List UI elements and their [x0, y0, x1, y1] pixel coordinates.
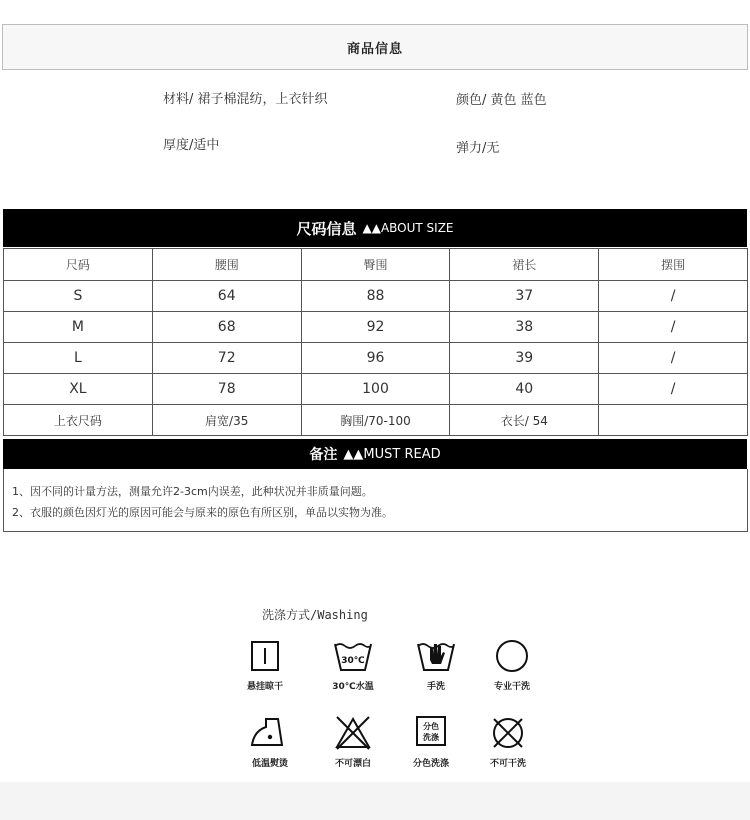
note-line: 2、衣服的颜色因灯光的原因可能会与原来的原色有所区别，单品以实物为准。 [12, 506, 393, 519]
hang-dry-icon [245, 636, 285, 676]
notes-title: 备注 [309, 447, 338, 463]
separate-text-2: 洗涤 [423, 733, 439, 742]
dry-clean-icon [492, 636, 532, 676]
care-label: 专业干洗 [493, 682, 530, 692]
header-cell: 尺码 [4, 249, 153, 281]
shoulder-cell: 肩宽/35 [152, 405, 301, 436]
header-cell: 裙长 [450, 249, 599, 281]
care-item [480, 636, 544, 692]
color-text: 颜色/ 黄色 蓝色 [456, 93, 547, 108]
notes-box [3, 469, 748, 532]
hem-cell: / [599, 281, 748, 312]
chest-cell: 胸围/70-100 [301, 405, 450, 436]
care-label: 30℃水温 [332, 682, 374, 692]
thickness-text: 厚度/适中 [163, 138, 220, 153]
waist-cell: 72 [152, 343, 301, 374]
empty-cell [599, 405, 748, 436]
size-cell: L [4, 343, 153, 374]
size-table-header-row [4, 249, 748, 281]
size-table [3, 248, 748, 436]
header-cell: 臀围 [301, 249, 450, 281]
notes-subtitle: ▲▲MUST READ [343, 446, 441, 462]
hem-cell: / [599, 312, 748, 343]
top-size-row [4, 405, 748, 436]
iron-low-icon [248, 713, 292, 753]
care-label: 分色洗涤 [412, 759, 449, 769]
no-dry-clean-icon [486, 713, 530, 753]
length-cell: 39 [450, 343, 599, 374]
note-line: 1、因不同的计量方法，测量允许2-3cm内误差，此种状况并非质量问题。 [12, 485, 373, 498]
elasticity-text: 弹力/无 [456, 141, 500, 156]
waist-cell: 78 [152, 374, 301, 405]
hem-cell: / [599, 343, 748, 374]
care-label: 低温熨烫 [251, 759, 288, 769]
top-size-label: 上衣尺码 [4, 405, 153, 436]
product-info-title: 商品信息 [346, 41, 403, 57]
hip-cell: 96 [301, 343, 450, 374]
size-cell: S [4, 281, 153, 312]
product-info-header [2, 24, 748, 70]
hip-cell: 88 [301, 281, 450, 312]
size-cell: M [4, 312, 153, 343]
care-item [476, 713, 540, 769]
size-info-subtitle: ▲▲ABOUT SIZE [362, 221, 454, 235]
size-info-bar [3, 209, 747, 247]
notes-bar [3, 439, 747, 469]
hip-cell: 100 [301, 374, 450, 405]
separate-text-1: 分色 [423, 722, 439, 731]
care-label: 手洗 [426, 682, 445, 692]
length-cell: 40 [450, 374, 599, 405]
material-text: 材料/ 裙子棉混纺，上衣针织 [163, 92, 328, 107]
hem-cell: / [599, 374, 748, 405]
bottom-strip [0, 782, 750, 820]
care-item [404, 636, 468, 692]
care-item [321, 713, 385, 769]
length-cell: 38 [450, 312, 599, 343]
wash-temp-text: 30℃ [341, 656, 365, 666]
care-label: 不可干洗 [489, 759, 526, 769]
washing-title: 洗涤方式/Washing [262, 608, 368, 622]
length-cell: 37 [450, 281, 599, 312]
top-length-cell: 衣长/ 54 [450, 405, 599, 436]
hand-wash-icon [414, 636, 458, 676]
hip-cell: 92 [301, 312, 450, 343]
header-cell: 摆围 [599, 249, 748, 281]
table-row [4, 343, 748, 374]
size-info-title: 尺码信息 [296, 219, 357, 238]
header-cell: 腰围 [152, 249, 301, 281]
waist-cell: 64 [152, 281, 301, 312]
wash-30-icon [331, 636, 375, 676]
care-label: 悬挂晾干 [246, 682, 283, 692]
care-item [233, 636, 297, 692]
care-item [238, 713, 302, 769]
no-bleach-icon [331, 713, 375, 753]
table-row [4, 281, 748, 312]
care-item [399, 713, 463, 769]
separate-wash-icon [409, 713, 453, 753]
waist-cell: 68 [152, 312, 301, 343]
table-row [4, 374, 748, 405]
care-item [321, 636, 385, 692]
care-label: 不可漂白 [334, 759, 371, 769]
table-row [4, 312, 748, 343]
size-cell: XL [4, 374, 153, 405]
